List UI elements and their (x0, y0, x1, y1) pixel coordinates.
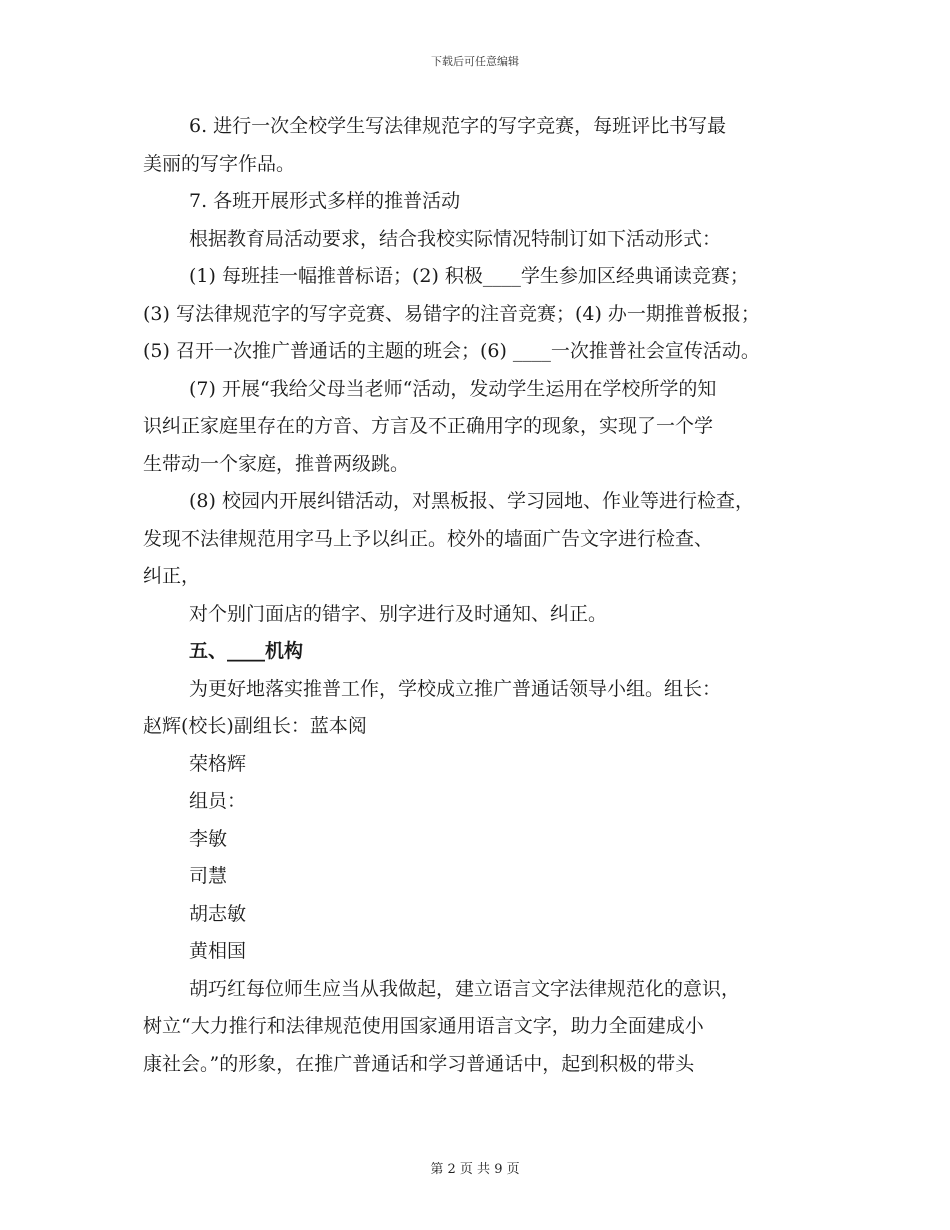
paragraph-line: (7) 开展“我给父母当老师“活动，发动学生运用在学校所学的知 (189, 377, 717, 400)
document-body (143, 108, 823, 1083)
member-name: 司慧 (189, 865, 228, 887)
paragraph-line: 对个别门面店的错字、别字进行及时通知、纠正。 (189, 602, 608, 625)
paragraph-line: 根据教育局活动要求，结合我校实际情况特制订如下活动形式： (189, 227, 722, 250)
member-name: 李敏 (189, 827, 228, 850)
member-label: 组员： (189, 790, 247, 812)
paragraph-line: (1) 每班挂一幅推普标语；(2) 积极____学生参加区经典诵读竞赛； (189, 265, 749, 287)
paragraph-line: 发现不法律规范用字马上予以纠正。校外的墙面广告文字进行检查、 (143, 527, 714, 550)
paragraph-line: 胡巧红每位师生应当从我做起，建立语言文字法律规范化的意识， (189, 977, 741, 1000)
paragraph-line: 美丽的写字作品。 (143, 152, 296, 175)
paragraph-line: 康社会。”的形象，在推广普通话和学习普通话中，起到积极的带头 (143, 1052, 695, 1075)
paragraph-line: 树立“大力推行和法律规范使用国家通用语言文字，助力全面建成小 (143, 1015, 704, 1037)
paragraph-line: 纠正， (143, 565, 201, 587)
paragraph-line: 生带动一个家庭，推普两级跳。 (143, 452, 410, 475)
page-number: 第 2 页 共 9 页 (430, 1162, 520, 1177)
paragraph-line: (3) 写法律规范字的写字竞赛、易错字的注音竞赛；(4) 办一期推普板报； (143, 302, 760, 325)
paragraph-line: 赵辉(校长)副组长：蓝本阅 (143, 715, 367, 737)
paragraph-line: 识纠正家庭里存在的方音、方言及不正确用字的现象，实现了一个学 (143, 415, 714, 437)
paragraph-line: (5) 召开一次推广普通话的主题的班会；(6) ____一次推普社会宣传活动。 (143, 340, 760, 362)
paragraph-line: 为更好地落实推普工作，学校成立推广普通话领导小组。组长： (189, 677, 722, 700)
page-header-note: 下载后可任意编辑 (431, 55, 519, 68)
member-name: 黄相国 (189, 940, 247, 962)
section-heading: 7. 各班开展形式多样的推普活动 (189, 190, 461, 212)
paragraph-line: 6. 进行一次全校学生写法律规范字的写字竞赛，每班评比书写最 (189, 115, 727, 137)
section-heading: 五、____机构 (189, 640, 304, 662)
member-name: 荣格辉 (189, 752, 247, 775)
member-name: 胡志敏 (189, 902, 247, 925)
paragraph-line: (8) 校园内开展纠错活动，对黑板报、学习园地、作业等进行检查， (189, 490, 754, 512)
